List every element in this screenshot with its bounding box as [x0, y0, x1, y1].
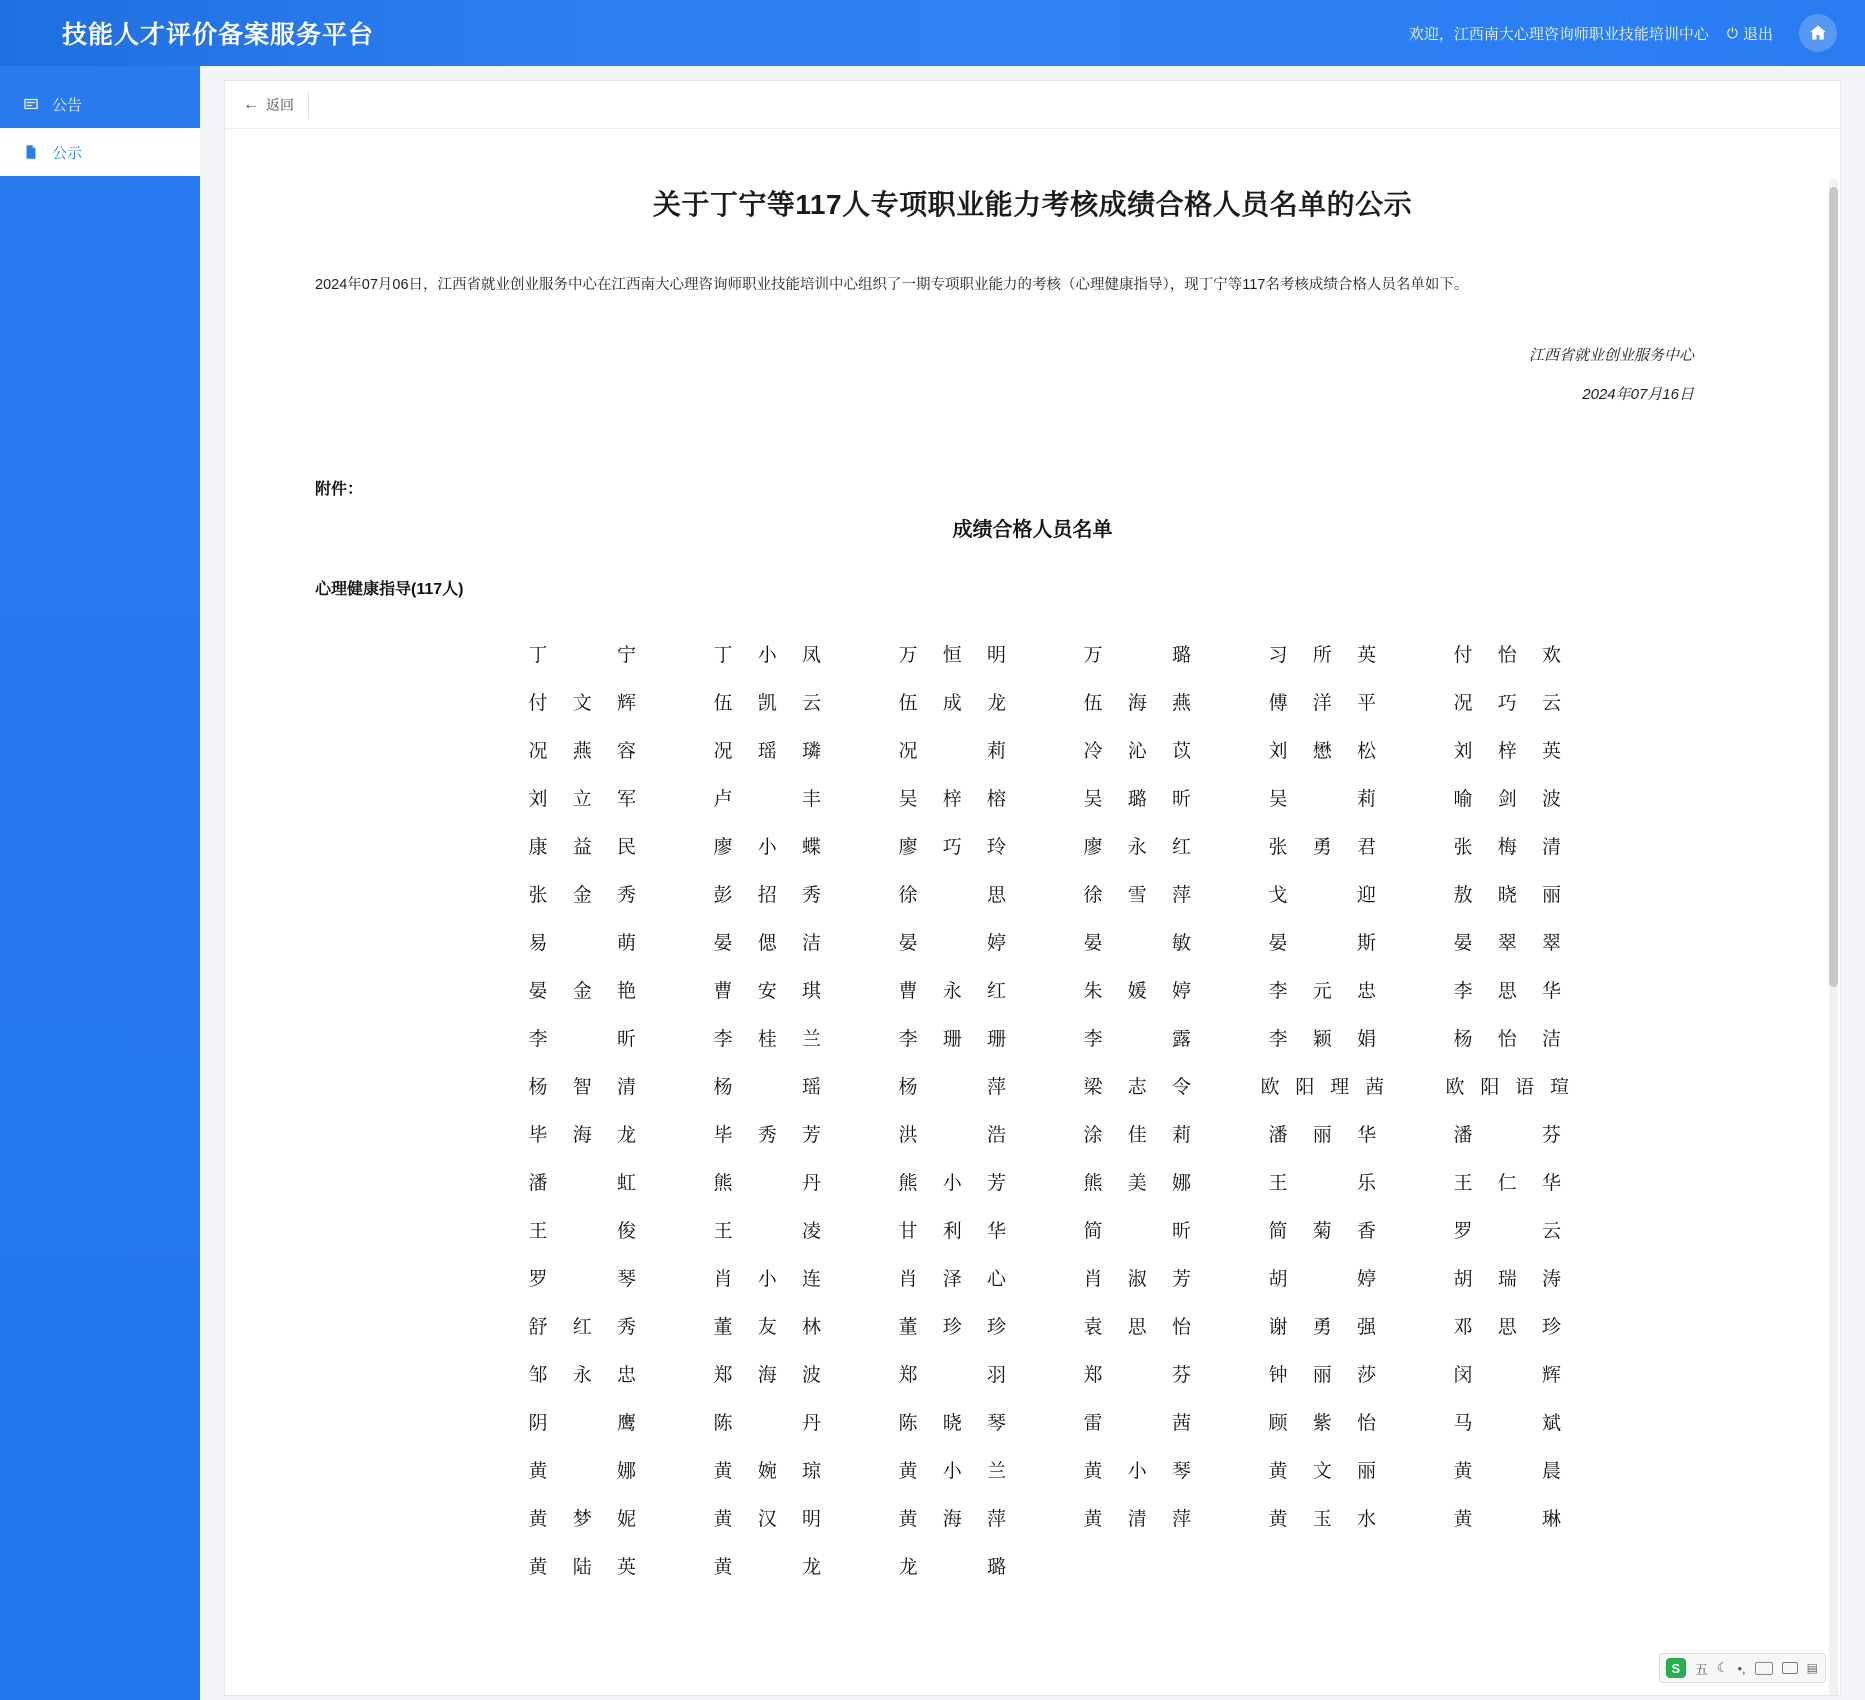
- name-cell: [1230, 1493, 1415, 1541]
- name-text: 徐雪萍: [1083, 884, 1192, 906]
- panel-toolbar: [225, 81, 1840, 129]
- name-cell: [675, 1157, 860, 1205]
- back-button[interactable]: [239, 91, 309, 119]
- name-text: 梁志令: [1083, 1076, 1192, 1098]
- top-bar-right: [1409, 0, 1865, 66]
- name-text: 刘懋松: [1268, 740, 1377, 762]
- top-bar: [0, 0, 1865, 66]
- name-text: 伍成龙: [898, 692, 1007, 714]
- name-cell: [1230, 1301, 1415, 1349]
- name-text: 敖晓丽: [1453, 884, 1562, 906]
- name-cell: [860, 1349, 1045, 1397]
- name-text: 康益民: [528, 836, 637, 858]
- name-text: 黄陆英: [528, 1556, 637, 1578]
- name-text: 朱媛婷: [1083, 980, 1192, 1002]
- name-cell: [1230, 1253, 1415, 1301]
- keyboard-icon[interactable]: [1782, 1662, 1798, 1674]
- name-cell: [675, 677, 860, 725]
- name-cell: [675, 1301, 860, 1349]
- name-cell: [1415, 965, 1600, 1013]
- name-text: 卢丰: [713, 788, 822, 810]
- name-cell: [1415, 1253, 1600, 1301]
- name-text: 晏婷: [898, 932, 1007, 954]
- name-text: 郑羽: [898, 1364, 1007, 1386]
- name-cell: [860, 1493, 1045, 1541]
- name-cell: [490, 629, 675, 677]
- document-title: 关于丁宁等117人专项职业能力考核成绩合格人员名单的公示: [652, 189, 1413, 220]
- name-text: 王乐: [1268, 1172, 1377, 1194]
- name-cell: [1415, 1301, 1600, 1349]
- name-cell: [1230, 629, 1415, 677]
- name-text: 李思华: [1453, 980, 1562, 1002]
- name-cell: [675, 725, 860, 773]
- name-cell: [490, 725, 675, 773]
- name-cell: [860, 1205, 1045, 1253]
- name-text: 况瑶璘: [713, 740, 822, 762]
- name-text: 晏斯: [1268, 932, 1377, 954]
- name-cell: [1415, 1349, 1600, 1397]
- name-text: 闵辉: [1453, 1364, 1562, 1386]
- name-cell: [1045, 773, 1230, 821]
- name-cell: [490, 1253, 675, 1301]
- name-cell: [1045, 1109, 1230, 1157]
- name-cell: [860, 725, 1045, 773]
- name-text: 黄小兰: [898, 1460, 1007, 1482]
- name-text: 马斌: [1453, 1412, 1562, 1434]
- name-text: 黄海萍: [898, 1508, 1007, 1530]
- name-cell: [1045, 629, 1230, 677]
- name-text: 王凌: [713, 1220, 822, 1242]
- panel-icon[interactable]: [1755, 1662, 1773, 1675]
- name-cell: [490, 1013, 675, 1061]
- name-cell: [860, 1253, 1045, 1301]
- name-cell: [675, 629, 860, 677]
- back-label: 返回: [266, 96, 294, 113]
- name-text: 李桂兰: [713, 1028, 822, 1050]
- name-cell: [860, 917, 1045, 965]
- name-cell: [860, 1445, 1045, 1493]
- name-cell: [860, 869, 1045, 917]
- name-cell: [675, 917, 860, 965]
- power-icon: ⏻: [1726, 24, 1738, 41]
- name-text: 潘芬: [1453, 1124, 1562, 1146]
- name-cell: [1415, 869, 1600, 917]
- announcement-icon: [22, 95, 40, 113]
- name-text: 洪浩: [898, 1124, 1007, 1146]
- name-text: 袁思怡: [1083, 1316, 1192, 1338]
- name-cell: [490, 1397, 675, 1445]
- name-text: 晏敏: [1083, 932, 1192, 954]
- name-cell: [490, 773, 675, 821]
- name-cell: [1045, 677, 1230, 725]
- name-text: 付怡欢: [1453, 644, 1562, 666]
- name-text: 廖巧玲: [898, 836, 1007, 858]
- name-text: 徐思: [898, 884, 1007, 906]
- home-icon: [1808, 23, 1828, 43]
- name-text: 黄玉水: [1268, 1508, 1377, 1530]
- name-cell: [1415, 1445, 1600, 1493]
- name-text: 黄小琴: [1083, 1460, 1192, 1482]
- name-text: 杨智清: [528, 1076, 637, 1098]
- name-text: 况巧云: [1453, 692, 1562, 714]
- name-text: 戈迎: [1268, 884, 1377, 906]
- name-text: 涂佳莉: [1083, 1124, 1192, 1146]
- name-cell: [1045, 1157, 1230, 1205]
- name-cell: [1230, 1109, 1415, 1157]
- name-cell: [860, 1157, 1045, 1205]
- name-text: 杨瑶: [713, 1076, 822, 1098]
- signature-org: 江西省就业创业服务中心: [1528, 347, 1694, 364]
- name-cell: [490, 965, 675, 1013]
- menu-icon[interactable]: ▤: [1806, 1661, 1819, 1675]
- name-text: 潘丽华: [1268, 1124, 1377, 1146]
- name-text: 欧阳理茜: [1260, 1076, 1385, 1098]
- name-text: 熊小芳: [898, 1172, 1007, 1194]
- moon-icon[interactable]: ☾: [1716, 1660, 1729, 1675]
- name-text: 肖小连: [713, 1268, 822, 1290]
- name-cell: [1415, 677, 1600, 725]
- name-text: 毕秀芳: [713, 1124, 822, 1146]
- name-cell: [490, 1349, 675, 1397]
- name-text: 廖永红: [1083, 836, 1192, 858]
- name-text: 张梅清: [1453, 836, 1562, 858]
- name-text: 易萌: [528, 932, 637, 954]
- name-cell: [1230, 1349, 1415, 1397]
- name-cell: [860, 1541, 1045, 1589]
- logout-button[interactable]: [1727, 23, 1773, 44]
- name-text: 晏翠翠: [1453, 932, 1562, 954]
- name-cell: [1045, 1397, 1230, 1445]
- name-cell: [1045, 1445, 1230, 1493]
- name-text: 谢勇强: [1268, 1316, 1377, 1338]
- name-cell: [1045, 1493, 1230, 1541]
- name-cell: [675, 1349, 860, 1397]
- name-text: 李颖娟: [1268, 1028, 1377, 1050]
- logout-label: 退出: [1742, 25, 1773, 43]
- name-cell: [1415, 917, 1600, 965]
- name-cell: [860, 1013, 1045, 1061]
- name-cell: [675, 1397, 860, 1445]
- name-cell: [860, 821, 1045, 869]
- sidebar-item-label: 公示: [52, 144, 83, 162]
- name-cell: [1415, 1205, 1600, 1253]
- name-text: 万璐: [1083, 644, 1192, 666]
- name-cell: [490, 1157, 675, 1205]
- name-text: 冷沁苡: [1083, 740, 1192, 762]
- name-text: 简昕: [1083, 1220, 1192, 1242]
- comma-icon[interactable]: •,: [1737, 1660, 1746, 1676]
- name-text: 曹安琪: [713, 980, 822, 1002]
- name-text: 舒红秀: [528, 1316, 637, 1338]
- name-cell: [490, 869, 675, 917]
- name-text: 黄琳: [1453, 1508, 1562, 1530]
- name-text: 阴鹰: [528, 1412, 637, 1434]
- name-text: 甘利华: [898, 1220, 1007, 1242]
- category-label: 心理健康指导(117人): [315, 581, 464, 598]
- name-text: 吴梓榕: [898, 788, 1007, 810]
- name-cell: [1415, 1397, 1600, 1445]
- name-cell: [1415, 1061, 1600, 1109]
- name-text: 吴莉: [1268, 788, 1377, 810]
- name-cell: [1230, 1397, 1415, 1445]
- name-text: 邹永忠: [528, 1364, 637, 1386]
- name-cell: [675, 965, 860, 1013]
- name-cell: [1230, 869, 1415, 917]
- name-text: 黄文丽: [1268, 1460, 1377, 1482]
- name-cell: [1230, 725, 1415, 773]
- name-cell: [490, 677, 675, 725]
- name-text: 邓思珍: [1453, 1316, 1562, 1338]
- name-grid: [490, 629, 1600, 1589]
- name-text: 傅洋平: [1268, 692, 1377, 714]
- attachment-label: 附件：: [315, 481, 364, 498]
- signature-date: 2024年07月16日: [1582, 386, 1694, 403]
- name-text: 杨萍: [898, 1076, 1007, 1098]
- name-text: 彭招秀: [713, 884, 822, 906]
- name-cell: [490, 1301, 675, 1349]
- name-cell: [1230, 677, 1415, 725]
- name-text: 陈晓琴: [898, 1412, 1007, 1434]
- name-text: 董友林: [713, 1316, 822, 1338]
- name-text: 廖小蝶: [713, 836, 822, 858]
- name-text: 王俊: [528, 1220, 637, 1242]
- name-text: 曹永红: [898, 980, 1007, 1002]
- name-cell: [1045, 1013, 1230, 1061]
- sidebar-item-publicity[interactable]: [0, 128, 200, 176]
- document-paragraph: 2024年07月06日，江西省就业创业服务中心在江西南大心理咨询师职业技能培训中心组织了一期专项职业能力的考核（心理健康指导），现丁宁等117名考核成绩合格人员名单如下。: [315, 277, 1469, 293]
- list-title: 成绩合格人员名单: [952, 519, 1113, 541]
- name-text: 郑芬: [1083, 1364, 1192, 1386]
- name-cell: [1230, 965, 1415, 1013]
- name-text: 黄汉明: [713, 1508, 822, 1530]
- name-cell: [675, 1445, 860, 1493]
- name-cell: [1415, 1109, 1600, 1157]
- home-button[interactable]: [1799, 14, 1837, 52]
- name-text: 晏金艳: [528, 980, 637, 1002]
- name-cell: [1045, 821, 1230, 869]
- name-text: 吴璐昕: [1083, 788, 1192, 810]
- name-cell: [490, 1445, 675, 1493]
- name-text: 顾紫怡: [1268, 1412, 1377, 1434]
- name-text: 李露: [1083, 1028, 1192, 1050]
- name-text: 肖淑芳: [1083, 1268, 1192, 1290]
- name-cell: [1230, 1061, 1415, 1109]
- name-cell: [490, 1493, 675, 1541]
- name-text: 李元忠: [1268, 980, 1377, 1002]
- name-cell: [490, 821, 675, 869]
- name-cell: [1230, 821, 1415, 869]
- name-text: 况莉: [898, 740, 1007, 762]
- name-cell: [1230, 1013, 1415, 1061]
- arrow-left-icon: ←: [243, 95, 259, 113]
- name-text: 董珍珍: [898, 1316, 1007, 1338]
- name-cell: [860, 1109, 1045, 1157]
- name-cell: [1415, 1013, 1600, 1061]
- name-text: 胡瑞涛: [1453, 1268, 1562, 1290]
- publicity-panel: [224, 80, 1841, 1696]
- name-cell: [675, 1253, 860, 1301]
- name-text: 黄晨: [1453, 1460, 1562, 1482]
- name-cell: [1230, 773, 1415, 821]
- name-text: 黄龙: [713, 1556, 822, 1578]
- sidebar: [0, 66, 200, 1700]
- name-text: 简菊香: [1268, 1220, 1377, 1242]
- name-text: 黄清萍: [1083, 1508, 1192, 1530]
- name-cell: [860, 965, 1045, 1013]
- name-text: 习所英: [1268, 644, 1377, 666]
- name-cell: [675, 1061, 860, 1109]
- name-text: 龙璐: [898, 1556, 1007, 1578]
- name-text: 熊丹: [713, 1172, 822, 1194]
- name-cell: [1415, 821, 1600, 869]
- sidebar-item-label: 公告: [52, 96, 83, 114]
- name-cell: [860, 677, 1045, 725]
- name-text: 伍凯云: [713, 692, 822, 714]
- name-text: 晏偲洁: [713, 932, 822, 954]
- document-icon: [22, 143, 40, 161]
- name-text: 欧阳语瑄: [1445, 1076, 1570, 1098]
- name-cell: [1230, 1157, 1415, 1205]
- name-cell: [1045, 965, 1230, 1013]
- welcome-text: 欢迎，江西南大心理咨询师职业技能培训中心: [1408, 25, 1709, 43]
- name-text: 张金秀: [528, 884, 637, 906]
- name-text: 胡婷: [1268, 1268, 1377, 1290]
- name-text: 罗琴: [528, 1268, 637, 1290]
- name-cell: [490, 1061, 675, 1109]
- scrollbar-thumb[interactable]: [1829, 187, 1838, 987]
- name-cell: [675, 773, 860, 821]
- name-text: 张勇君: [1268, 836, 1377, 858]
- name-cell: [1415, 773, 1600, 821]
- name-cell: [1045, 917, 1230, 965]
- name-cell: [1045, 1061, 1230, 1109]
- name-cell: [1045, 1205, 1230, 1253]
- name-cell: [490, 1205, 675, 1253]
- name-text: 丁小凤: [713, 644, 822, 666]
- name-cell: [675, 1493, 860, 1541]
- name-cell: [1045, 1349, 1230, 1397]
- name-text: 付文辉: [528, 692, 637, 714]
- name-text: 肖泽心: [898, 1268, 1007, 1290]
- name-text: 黄婉琼: [713, 1460, 822, 1482]
- name-text: 罗云: [1453, 1220, 1562, 1242]
- document-scroll-area[interactable]: [225, 129, 1840, 1695]
- name-cell: [860, 773, 1045, 821]
- ime-toolbar[interactable]: [1659, 1653, 1826, 1683]
- sidebar-item-announcement[interactable]: [0, 80, 200, 128]
- name-cell: [860, 629, 1045, 677]
- name-text: 钟丽莎: [1268, 1364, 1377, 1386]
- name-cell: [860, 1397, 1045, 1445]
- name-cell: [1415, 725, 1600, 773]
- name-text: 熊美娜: [1083, 1172, 1192, 1194]
- ime-logo-icon: S: [1666, 1658, 1686, 1678]
- name-text: 雷茜: [1083, 1412, 1192, 1434]
- name-text: 陈丹: [713, 1412, 822, 1434]
- name-cell: [490, 1109, 675, 1157]
- name-text: 喻剑波: [1453, 788, 1562, 810]
- name-text: 郑海波: [713, 1364, 822, 1386]
- name-text: 伍海燕: [1083, 692, 1192, 714]
- name-cell: [1045, 869, 1230, 917]
- name-cell: [490, 917, 675, 965]
- app-brand-title: 技能人才评价备案服务平台: [62, 21, 375, 49]
- name-text: 王仁华: [1453, 1172, 1562, 1194]
- name-cell: [1415, 1157, 1600, 1205]
- name-cell: [675, 821, 860, 869]
- document-body: [225, 129, 1840, 1589]
- name-cell: [1230, 1445, 1415, 1493]
- name-cell: [1230, 917, 1415, 965]
- name-text: 杨怡洁: [1453, 1028, 1562, 1050]
- name-cell: [490, 1541, 675, 1589]
- signature-block: [315, 336, 1750, 414]
- name-cell: [675, 1205, 860, 1253]
- content-area: [200, 66, 1865, 1700]
- name-cell: [860, 1061, 1045, 1109]
- name-cell: [675, 1013, 860, 1061]
- ime-mode-label[interactable]: 五: [1694, 1661, 1708, 1677]
- name-cell: [1415, 1493, 1600, 1541]
- name-text: 万恒明: [898, 644, 1007, 666]
- name-text: 刘梓英: [1453, 740, 1562, 762]
- name-cell: [1415, 629, 1600, 677]
- name-text: 黄梦妮: [528, 1508, 637, 1530]
- name-text: 毕海龙: [528, 1124, 637, 1146]
- name-text: 况燕容: [528, 740, 637, 762]
- name-text: 刘立军: [528, 788, 637, 810]
- name-text: 丁宁: [528, 644, 637, 666]
- name-cell: [675, 869, 860, 917]
- name-cell: [1045, 1301, 1230, 1349]
- name-text: 李昕: [528, 1028, 637, 1050]
- name-text: 黄娜: [528, 1460, 637, 1482]
- name-cell: [1045, 1253, 1230, 1301]
- name-cell: [1230, 1205, 1415, 1253]
- name-cell: [860, 1301, 1045, 1349]
- name-cell: [1045, 725, 1230, 773]
- name-text: 潘虹: [528, 1172, 637, 1194]
- name-cell: [675, 1541, 860, 1589]
- name-cell: [675, 1109, 860, 1157]
- name-text: 李珊珊: [898, 1028, 1007, 1050]
